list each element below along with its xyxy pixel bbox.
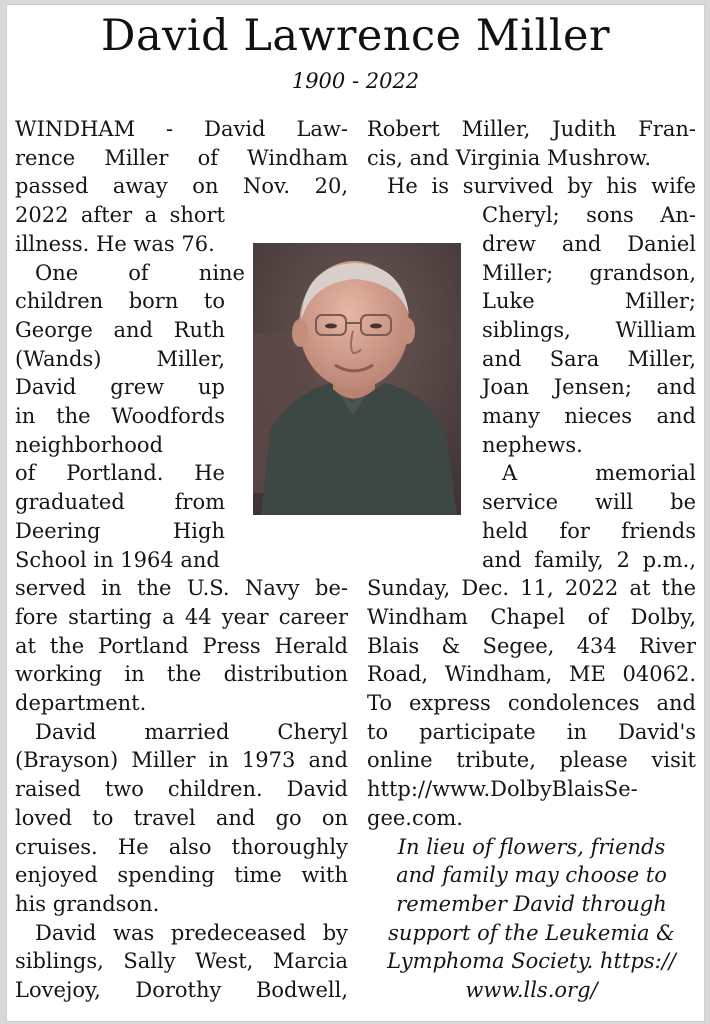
- left-column-text-line: his grandson.: [15, 891, 160, 916]
- right-column-text-line: Blais & Segee, 434 River: [367, 633, 696, 658]
- left-column-text-line: loved to travel and go on: [15, 805, 348, 830]
- portrait-image: [253, 243, 461, 515]
- left-column-text-line: David grew up: [15, 375, 225, 400]
- right-column-text-line: service will be: [482, 490, 696, 515]
- right-column-text-line: Cheryl; sons An-: [482, 203, 696, 228]
- right-column-text-line: Lymphoma Society. https://: [387, 949, 676, 974]
- right-column-text-line: to participate in David's: [367, 719, 696, 744]
- right-column-text-line: To express condolences and: [367, 691, 696, 715]
- portrait-photo: [253, 243, 461, 515]
- left-column-text-line: (Brayson) Miller in 1973 and: [15, 748, 348, 773]
- left-column-text-line: One of nine: [35, 260, 245, 285]
- right-column-text-line: In lieu of flowers, friends: [397, 834, 666, 859]
- right-column-text-line: drew and Daniel: [482, 231, 696, 256]
- obituary-name: David Lawrence Miller: [100, 11, 611, 61]
- right-column-text-line: online tribute, please visit: [367, 748, 696, 773]
- right-column-text-line: He is survived by his wife: [387, 174, 696, 199]
- right-column-text-line: A memorial: [502, 461, 696, 486]
- obituary-page: [6, 4, 705, 1022]
- left-column-text-line: School in 1964 and: [15, 547, 220, 572]
- left-column-text-line: cruises. He also thoroughly: [15, 834, 348, 859]
- left-column-text-line: served in the U.S. Navy be-: [15, 576, 348, 601]
- right-column-text-line: nephews.: [482, 432, 583, 457]
- left-column-text-line: in the Woodfords: [15, 404, 225, 428]
- right-column-text-line: Road, Windham, ME 04062.: [367, 662, 696, 687]
- right-column-text-line: www.lls.org/: [465, 978, 598, 1002]
- right-column-text-line: Sunday, Dec. 11, 2022 at the: [367, 576, 696, 601]
- left-column-text-line: graduated from: [15, 490, 225, 515]
- right-column-text-line: Miller; grandson,: [482, 260, 696, 285]
- left-column-text-line: siblings, Sally West, Marcia: [15, 949, 348, 974]
- left-column-text-line: Deering High: [15, 518, 225, 543]
- right-column-text-line: cis, and Virginia Mushrow.: [367, 145, 652, 170]
- right-column-text-line: siblings, William: [482, 317, 696, 342]
- right-column-text-line: Luke Miller;: [482, 289, 696, 314]
- right-column-text-line: Joan Jensen; and: [482, 375, 696, 400]
- right-column-text-line: gee.com.: [367, 805, 463, 830]
- left-column-text-line: Lovejoy, Dorothy Bodwell,: [15, 978, 348, 1002]
- right-column-text-line: remember David through: [396, 891, 667, 916]
- right-column-text-line: and Sara Miller,: [482, 346, 696, 371]
- right-column-text-line: Windham Chapel of Dolby,: [367, 604, 696, 629]
- left-column-text-line: George and Ruth: [15, 317, 225, 342]
- right-column-text-line: Robert Miller, Judith Fran-: [367, 117, 696, 141]
- left-column-text-line: raised two children. David: [15, 777, 348, 802]
- left-column-text-line: at the Portland Press Herald: [15, 633, 348, 658]
- obituary-dates: 1900 - 2022: [291, 69, 420, 93]
- right-column-text-line: many nieces and: [482, 404, 696, 428]
- left-column-text-line: rence Miller of Windham: [15, 145, 348, 170]
- right-column-text-line: held for friends: [482, 518, 696, 543]
- left-column-text-line: of Portland. He: [15, 461, 225, 486]
- left-column-text-line: (Wands) Miller,: [15, 346, 225, 371]
- left-column-text-line: David married Cheryl: [35, 719, 348, 744]
- left-column-text-line: department.: [15, 691, 147, 715]
- right-column-text-line: support of the Leukemia &: [388, 920, 675, 945]
- left-column-text-line: illness. He was 76.: [15, 231, 215, 256]
- left-column-text-line: David was predeceased by: [35, 920, 348, 945]
- left-column-text-line: passed away on Nov. 20,: [15, 174, 348, 199]
- left-column-text-line: enjoyed spending time with: [15, 863, 348, 888]
- left-column-text-line: fore starting a 44 year career: [15, 604, 348, 629]
- left-column-text-line: neighborhood: [15, 432, 164, 457]
- left-column-text-line: 2022 after a short: [15, 203, 225, 228]
- right-column-text-line: and family, 2 p.m.,: [482, 547, 696, 572]
- right-column-text-line: and family may choose to: [396, 863, 667, 888]
- left-column-text-line: children born to: [15, 289, 225, 314]
- left-column-text-line: working in the distribution: [15, 662, 348, 687]
- right-column-text-line: http://www.DolbyBlaisSe-: [367, 777, 638, 802]
- left-column-text-line: WINDHAM - David Law-: [15, 117, 348, 141]
